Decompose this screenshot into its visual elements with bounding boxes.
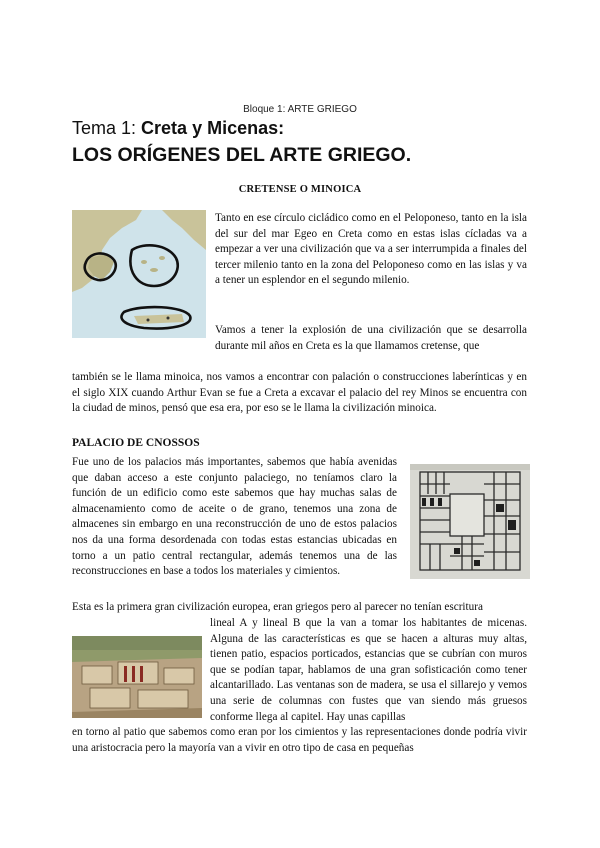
knossos-plan-image [410, 464, 530, 579]
page-subtitle: LOS ORÍGENES DEL ARTE GRIEGO. [72, 144, 412, 166]
title-prefix: Tema 1: [72, 118, 137, 138]
aegean-map-image [72, 210, 206, 338]
palacio-heading: PALACIO DE CNOSSOS [72, 437, 200, 449]
block-header: Bloque 1: ARTE GRIEGO [243, 104, 357, 115]
intro-paragraph-2-top: Vamos a tener la explosión de una civilización que se desarrolla durante mil años en Creta es la que llamamos cretense, que [215, 324, 527, 352]
palacio-paragraph-2-bottom: en torno al patio que sabemos como eran por los cimientos y las representaciones donde podría vivir una aristocracia pero la mayoría van a vivir en otro tipo de casa en pequeñas [72, 726, 527, 754]
palacio-paragraph-2-right: lineal A y lineal B que la van a tomar los habitantes de micenas. Alguna de las características es que se hacen a alturas muy altas, tienen patio, espacios porticados, estancias que se cubrían con muros que se podían tapar, hablamos de una gran sofisticación como tener alcantarillado. Las ventanas son de madera, se usa el sillarejo y vemos una serie de columnas con fustes que van siendo más gruesos conforme llega al capitel. Hay unas capillas [210, 617, 527, 723]
intro-paragraph-1: Tanto en ese círculo cicládico como en el Peloponeso, tanto en la isla del sur del mar Egeo en Creta como en estas islas cícladas va a empezar a ver una civilización que va a ser interrumpida a finales del tercer milenio tanto en la zona del Peloponeso como en las islas y va a tener un esplendor en el segundo milenio. [215, 212, 527, 287]
page-title [72, 118, 284, 139]
palacio-paragraph-2-line1: Esta es la primera gran civilización europea, eran griegos pero al parecer no tenían escritura [72, 601, 483, 613]
section-heading: CRETENSE O MINOICA [238, 184, 362, 195]
palacio-paragraph-1: Fue uno de los palacios más importantes, sabemos que había avenidas que daban acceso a este conjunto palaciego, no teníamos claro la función de un edificio como este sabemos que hay muchas salas de almacenamiento como de aceite o de grano, tenemos una zona de almacenes sin embargo en una reconstrucción de uno de estos palacios nos da una forma desordenada con todas estas estancias ubicadas en torno a un patio central rectangular, además tenemos una de las reconstrucciones en base a todos los materiales y cimientos. [72, 456, 397, 578]
knossos-ruins-photo [72, 636, 202, 718]
intro-paragraph-2-bottom: también se le llama minoica, nos vamos a encontrar con palación o construcciones laberínticas y en el siglo XIX cuando Arthur Evan se fue a Creta a excavar el palacio del rey Minos se encuentra con la ciudad de minos, pensó que esa era, por eso se le llama la civilización minoica. [72, 371, 527, 415]
title-main: Creta y Micenas: [141, 118, 285, 138]
